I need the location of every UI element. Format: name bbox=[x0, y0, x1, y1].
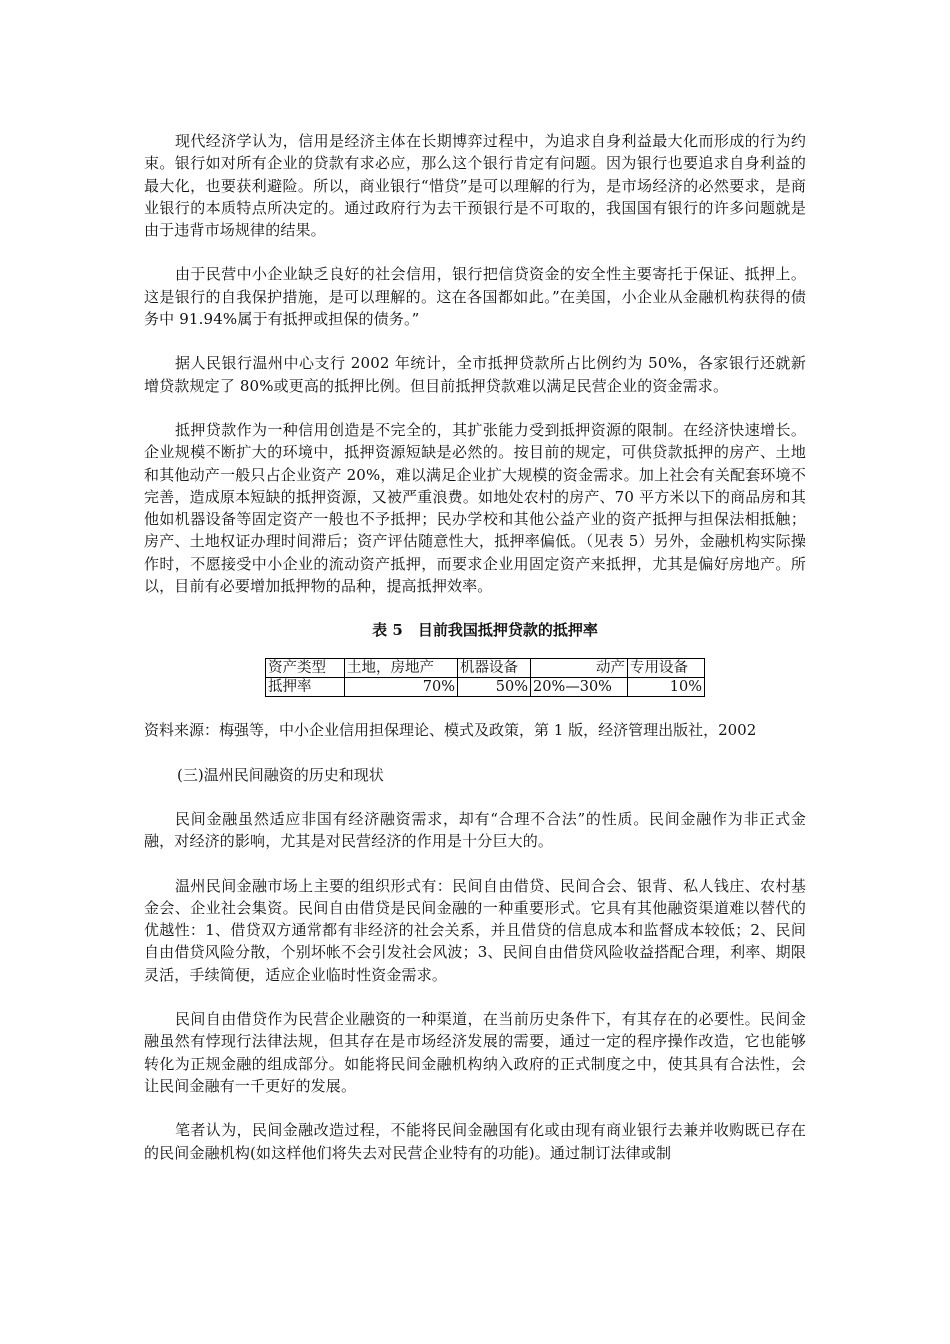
table-cell: 10% bbox=[628, 678, 705, 697]
table-header-cell: 机器设备 bbox=[458, 659, 531, 678]
table-header-cell: 专用设备 bbox=[628, 659, 705, 678]
table-cell: 抵押率 bbox=[266, 678, 345, 697]
table-header-cell: 土地，房地产 bbox=[345, 659, 458, 678]
table-cell: 50% bbox=[458, 678, 531, 697]
table-caption: 表 5 目前我国抵押贷款的抵押率 bbox=[372, 621, 598, 640]
table-header-cell: 动产 bbox=[531, 659, 628, 678]
paragraph-informal-finance: 民间金融虽然适应非国有经济融资需求，却有“合理不合法”的性质。民间金融作为非正式金融，对经济的影响，尤其是对民营经济的作用是十分巨大的。 bbox=[144, 809, 806, 851]
paragraph-collateral-limits: 抵押贷款作为一种信用创造是不完全的，其扩张能力受到抵押资源的限制。在经济快速增长。企业规模不断扩大的环境中，抵押资源短缺是必然的。按目前的规定，可供贷款抵押的房产、土地和其他动产一般只占企业资产 20%，难以满足企业扩大规模的资金需求。加上社会有关配套环境不完善，造成原本短缺的抵押资源，又被严重浪费。如地处农村的房产、70 平方米以下的商品房和其他如机器设备等固定资产一般也不予抵押；民办学校和其他公益产业的资产抵押与担保法相抵触；房产、土地权证办理时间滞后；资产评估随意性大，抵押率偏低。（见表 5）另外，金融机构实际操作时，不愿接受中小企业的流动资产抵押，而要求企业用固定资产来抵押，尤其是偏好房地产。所以，目前有必要增加抵押物的品种，提高抵押效率。 bbox=[144, 420, 806, 596]
source-note: 资料来源：梅强等，中小企业信用担保理论、模式及政策，第 1 版，经济管理出版社，2002 bbox=[144, 721, 757, 740]
table-cell: 20%—30% bbox=[531, 678, 628, 697]
table-wrapper bbox=[144, 658, 806, 697]
table-cell: 70% bbox=[345, 678, 458, 697]
paragraph-wenzhou-statistics: 据人民银行温州中心支行 2002 年统计，全市抵押贷款所占比例约为 50%，各家银行还就新增贷款规定了 80%或更高的抵押比例。但目前抵押贷款难以满足民营企业的资金需求。 bbox=[144, 354, 806, 395]
paragraph-collateral-reliance: 由于民营中小企业缺乏良好的社会信用，银行把信贷资金的安全性主要寄托于保证、抵押上。这是银行的自我保护措施，是可以理解的。这在各国都如此。”在美国，小企业从金融机构获得的债务中 91.94%属于有抵押或担保的债务。” bbox=[144, 265, 806, 329]
paragraph-credit-theory: 现代经济学认为，信用是经济主体在长期博弈过程中，为追求自身利益最大化而形成的行为约束。银行如对所有企业的贷款有求必应，那么这个银行肯定有问题。因为银行也要追求自身利益的最大化，也要获利避险。所以，商业银行“惜贷”是可以理解的行为，是市场经济的必然要求，是商业银行的本质特点所决定的。通过政府行为去干预银行是不可取的，我国国有银行的许多问题就是由于违背市场规律的结果。 bbox=[144, 132, 806, 240]
table-row bbox=[266, 678, 705, 697]
table-header-row bbox=[266, 659, 705, 678]
paragraph-author-view: 笔者认为，民间金融改造过程，不能将民间金融国有化或由现有商业银行去兼并收购既已存在的民间金融机构(如这样他们将失去对民营企业特有的功能)。通过制订法律或制 bbox=[144, 1121, 806, 1162]
collateral-rate-table bbox=[265, 658, 705, 697]
paragraph-private-lending: 民间自由借贷作为民营企业融资的一种渠道，在当前历史条件下，有其存在的必要性。民间金融虽然有悖现行法律法规，但其存在是市场经济发展的需要，通过一定的程序操作改造，它也能够转化为正规金融的组成部分。如能将民间金融机构纳入政府的正式制度之中，使其具有合法性，会让民间金融有一千更好的发展。 bbox=[144, 1010, 806, 1095]
table-header-cell: 资产类型 bbox=[266, 659, 345, 678]
document-page bbox=[144, 130, 806, 1164]
section-subheading: (三)温州民间融资的历史和现状 bbox=[177, 765, 384, 784]
paragraph-organization-forms: 温州民间金融市场上主要的组织形式有：民间自由借贷、民间合会、银背、私人钱庄、农村基金会、企业社会集资。民间自由借贷是民间金融的一种重要形式。它具有其他融资渠道难以替代的优越性：1、借贷双方通常都有非经济的社会关系，并且借贷的信息成本和监督成本较低；2、民间自由借贷风险分散，个别坏帐不会引发社会风波；3、民间自由借贷风险收益搭配合理，利率、期限灵活，手续简便，适应企业临时性资金需求。 bbox=[144, 876, 806, 984]
